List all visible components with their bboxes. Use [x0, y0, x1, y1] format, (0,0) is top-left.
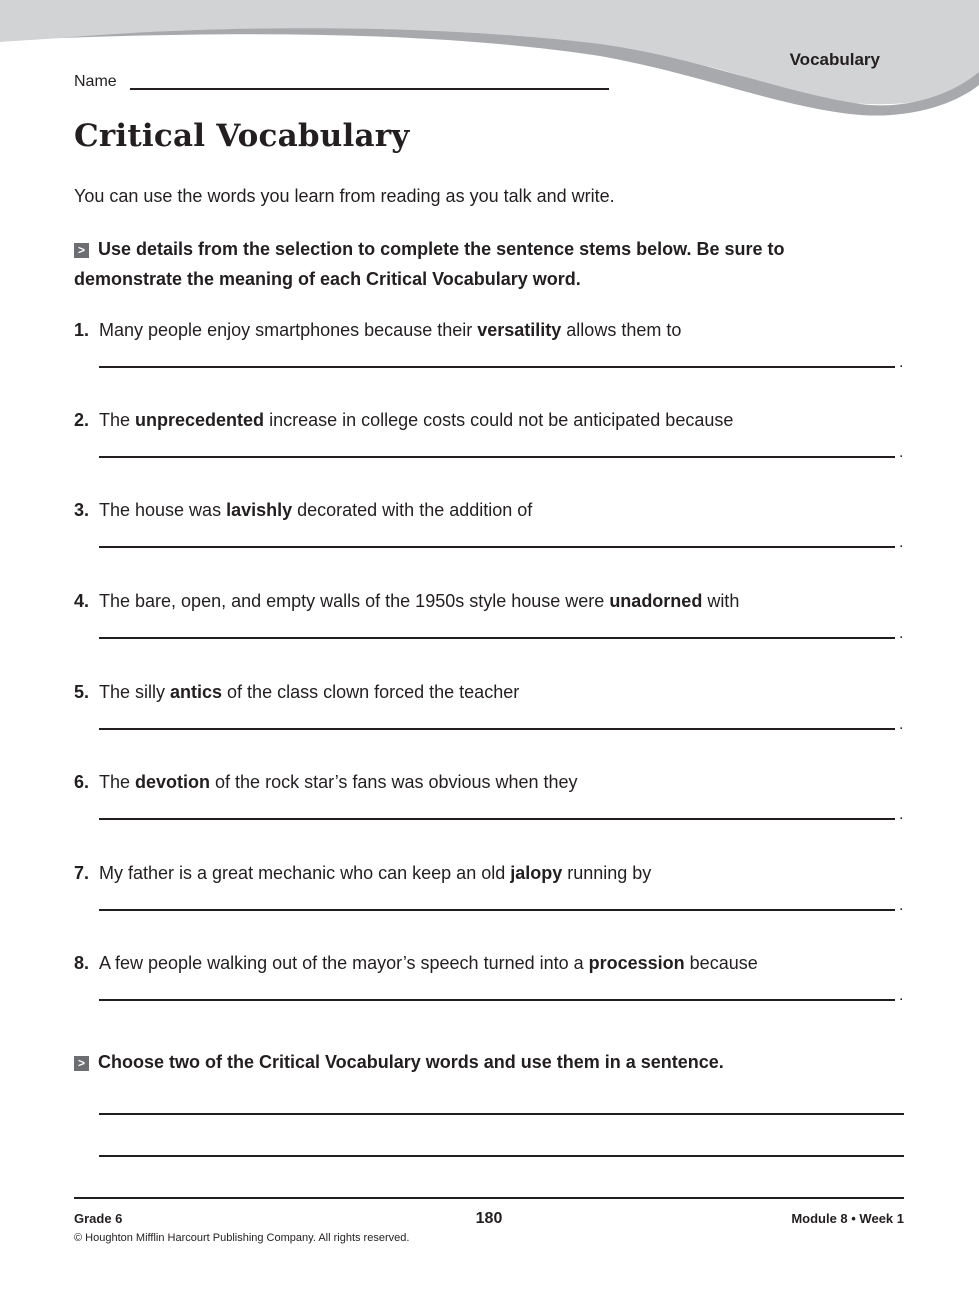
name-field[interactable] [130, 88, 609, 90]
answer-line[interactable] [99, 637, 895, 639]
footer-module: Module 8 • Week 1 [791, 1211, 904, 1226]
sentence-stem: Many people enjoy smartphones because their versatility allows them to [99, 320, 682, 340]
vocab-word: jalopy [510, 863, 563, 883]
answer-line[interactable] [99, 366, 895, 368]
sentence-item [74, 320, 904, 380]
line-period: . [899, 354, 904, 371]
page-title: Critical Vocabulary [74, 118, 410, 154]
sentence-item [74, 500, 904, 560]
sentence-item [74, 410, 904, 470]
vocab-word: lavishly [226, 500, 293, 520]
name-label: Name [74, 73, 117, 90]
directions-1 [74, 234, 794, 294]
footer-divider [74, 1197, 904, 1199]
item-number: 1. [74, 320, 90, 340]
sentence-stem: The silly antics of the class clown forced the teacher [99, 682, 520, 702]
sentence-stem: My father is a great mechanic who can keep an old jalopy running by [99, 863, 652, 883]
intro-text: You can use the words you learn from reading as you talk and write. [74, 186, 615, 206]
directions-1-text: Use details from the selection to complete the sentence stems below. Be sure to demonstrate the meaning of each Critical Vocabulary word. [74, 239, 785, 289]
arrow-icon: > [74, 1056, 89, 1071]
sentence-stem: The bare, open, and empty walls of the 1950s style house were unadorned with [99, 591, 740, 611]
sentence-stem: The house was lavishly decorated with the addition of [99, 500, 533, 520]
section-tag: Vocabulary [789, 50, 880, 69]
footer-copyright: © Houghton Mifflin Harcourt Publishing Company. All rights reserved. [74, 1232, 410, 1244]
free-answer-line[interactable] [99, 1113, 904, 1115]
sentence-item [74, 953, 904, 1013]
vocab-word: procession [588, 953, 685, 973]
answer-line[interactable] [99, 456, 895, 458]
item-number: 3. [74, 500, 90, 520]
item-number: 8. [74, 953, 90, 973]
answer-line[interactable] [99, 728, 895, 730]
line-period: . [899, 806, 904, 823]
line-period: . [899, 897, 904, 914]
line-period: . [899, 444, 904, 461]
item-number: 6. [74, 772, 90, 792]
answer-line[interactable] [99, 818, 895, 820]
answer-line[interactable] [99, 909, 895, 911]
free-answer-line[interactable] [99, 1155, 904, 1157]
arrow-icon: > [74, 243, 89, 258]
line-period: . [899, 987, 904, 1004]
item-number: 2. [74, 410, 90, 430]
sentence-item [74, 863, 904, 923]
line-period: . [899, 716, 904, 733]
item-number: 7. [74, 863, 90, 883]
sentence-stem: A few people walking out of the mayor’s speech turned into a procession because [99, 953, 758, 973]
footer-grade: Grade 6 [74, 1211, 123, 1226]
item-number: 5. [74, 682, 90, 702]
answer-line[interactable] [99, 546, 895, 548]
vocab-word: devotion [135, 772, 211, 792]
sentence-item [74, 591, 904, 651]
vocab-word: antics [170, 682, 223, 702]
page-number: 180 [475, 1210, 503, 1227]
sentence-stem: The devotion of the rock star’s fans was obvious when they [99, 772, 578, 792]
item-number: 4. [74, 591, 90, 611]
sentence-item [74, 772, 904, 832]
line-period: . [899, 625, 904, 642]
vocab-word: versatility [477, 320, 562, 340]
answer-line[interactable] [99, 999, 895, 1001]
sentence-item [74, 682, 904, 742]
line-period: . [899, 534, 904, 551]
vocab-word: unprecedented [135, 410, 265, 430]
sentence-stem: The unprecedented increase in college costs could not be anticipated because [99, 410, 734, 430]
directions-2 [74, 1052, 724, 1073]
vocab-word: unadorned [609, 591, 703, 611]
directions-2-text: Choose two of the Critical Vocabulary words and use them in a sentence. [98, 1052, 724, 1072]
